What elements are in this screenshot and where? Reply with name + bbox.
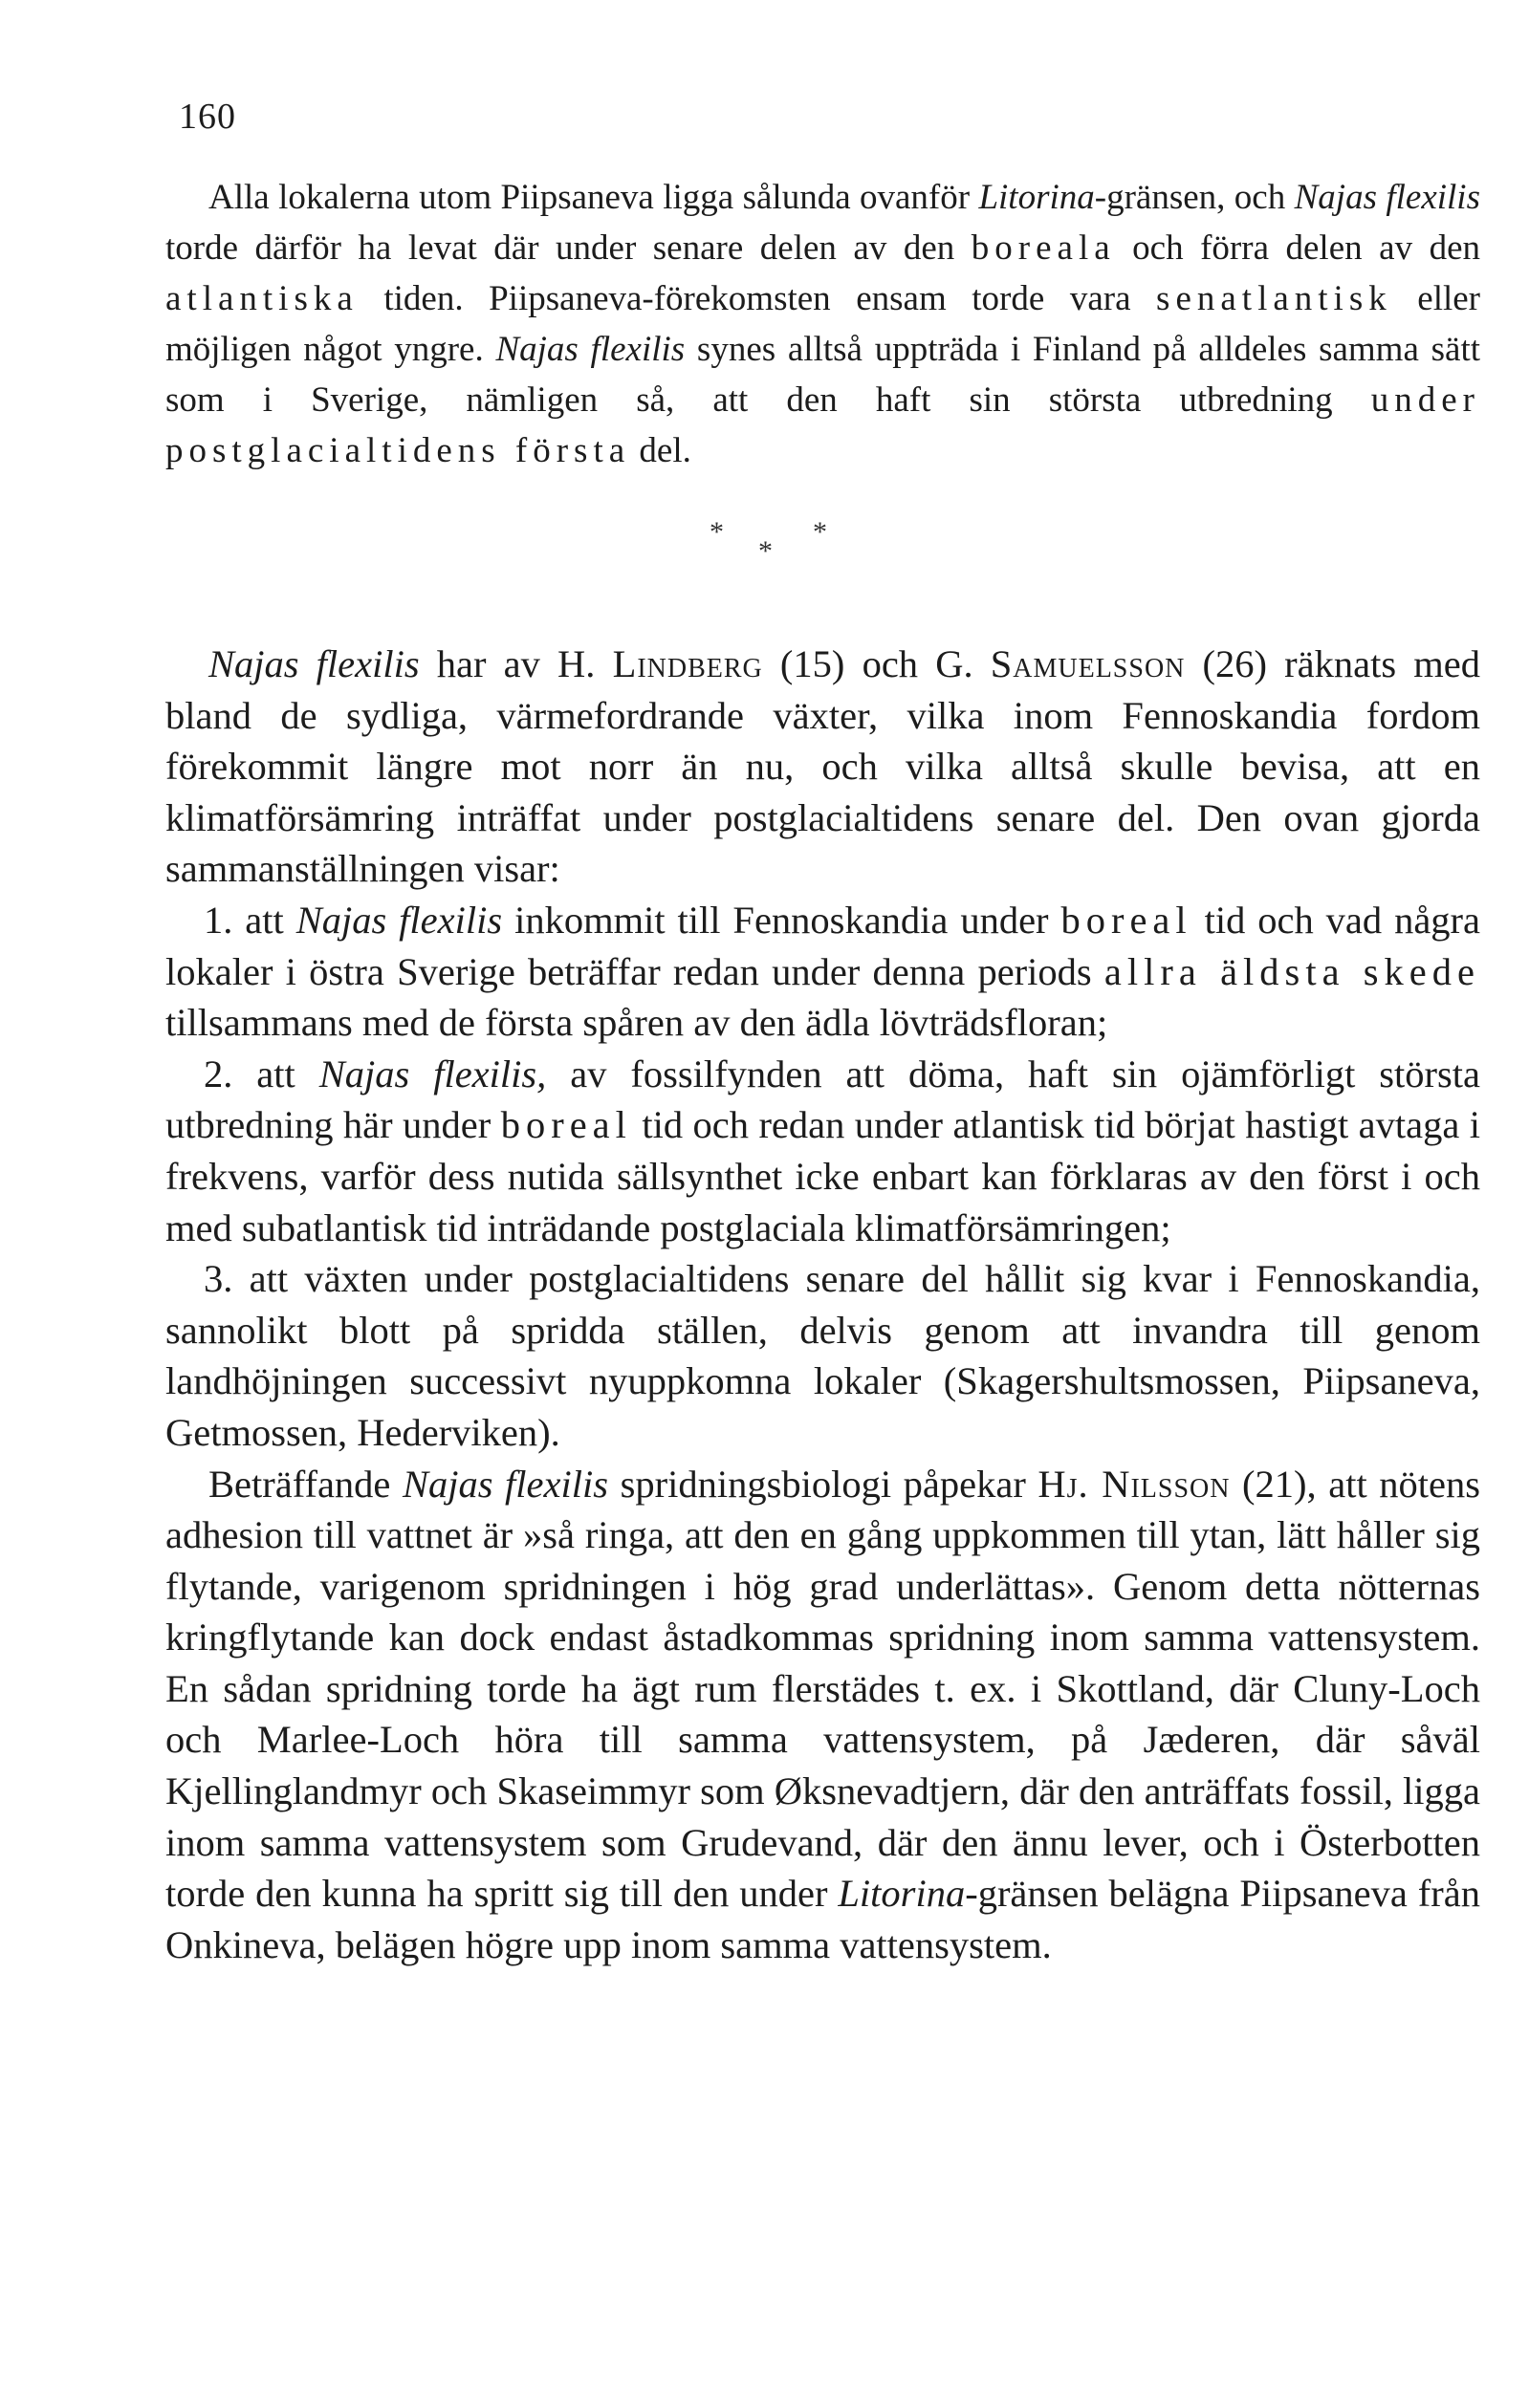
paragraph-dispersal: Beträffande Najas flexilis spridningsbiologi påpekar Hj. Nilsson (21), att nötens adhesion till vattnet är »så ringa, att den en gång uppkommen till ytan, lätt håller sig flytande, varigenom spridningen i hög grad underlättas». Genom detta nötternas kringflytande kan dock endast åstadkommas spridning inom samma vattensystem. En sådan spridning torde ha ägt rum flerstädes t. ex. i Skottland, där Cluny-Loch och Marlee-Loch höra till samma vattensystem, på Jæderen, där såväl Kjellinglandmyr och Skaseimmyr som Øksnevadtjern, där den anträffats fossil, ligga inom samma vattensystem som Grudevand, där den ännu lever, och i Österbotten torde den kunna ha spritt sig till den under Litorina-gränsen belägna Piipsaneva från Onkineva, belägen högre upp inom samma vattensystem. xyxy=(165,1462,1481,1966)
asterisk-divider: * xyxy=(710,516,724,548)
paragraph-intro: Najas flexilis har av H. Lindberg (15) och G. Samuelsson (26) räknats med bland de sydliga, värmefordrande växter, vilka inom Fennoskandia fordom förekommit längre mot norr än nu, och vilka alltså skulle bevisa, att en klimatförsämring inträffat under postglacialtidens senare del. Den ovan gjorda sammanställningen visar: xyxy=(165,642,1481,891)
section-main-text xyxy=(165,639,1480,1970)
section-divider xyxy=(688,516,937,574)
paragraph-localities: Alla lokalerna utom Piipsaneva ligga sålunda ovanför Litorina-gränsen, och Najas flexilis torde därför ha levat där under senare delen av den boreala och förra delen av den atlantiska tiden. Piipsaneva-förekomsten ensam torde vara senatlantisk eller möjligen något yngre. Najas flexilis synes alltså uppträda i Finland på alldeles samma sätt som i Sverige, nämligen så, att den haft sin största utbredning under postglacialtidens första del. xyxy=(165,178,1481,470)
asterisk-divider: * xyxy=(758,535,773,567)
section-small-print xyxy=(165,172,1480,476)
list-item-3: 3. att växten under postglacialtidens senare del hållit sig kvar i Fennoskandia, sannolikt blott på spridda ställen, delvis genom att invandra till genom landhöjningen successivt nyuppkomna lokaler (Skagershultsmossen, Piipsaneva, Getmossen, Hederviken). xyxy=(165,1257,1480,1454)
list-item-2: 2. att Najas flexilis, av fossilfynden att döma, haft sin ojämförligt största utbredning här under boreal tid och redan under atlantisk tid börjat hastigt avtaga i frekvens, varför dess nutida sällsynthet icke enbart kan förklaras av den först i och med subatlantisk tid inträdande postglaciala klimatförsämringen; xyxy=(165,1052,1480,1249)
list-item-1: 1. att Najas flexilis inkommit till Fennoskandia under boreal tid och vad några lokaler i östra Sverige beträffar redan under denna periods allra äldsta skede tillsammans med de första spåren av den ädla lövträdsfloran; xyxy=(165,898,1481,1045)
asterisk-divider: * xyxy=(813,516,827,548)
page-number: 160 xyxy=(179,97,236,137)
